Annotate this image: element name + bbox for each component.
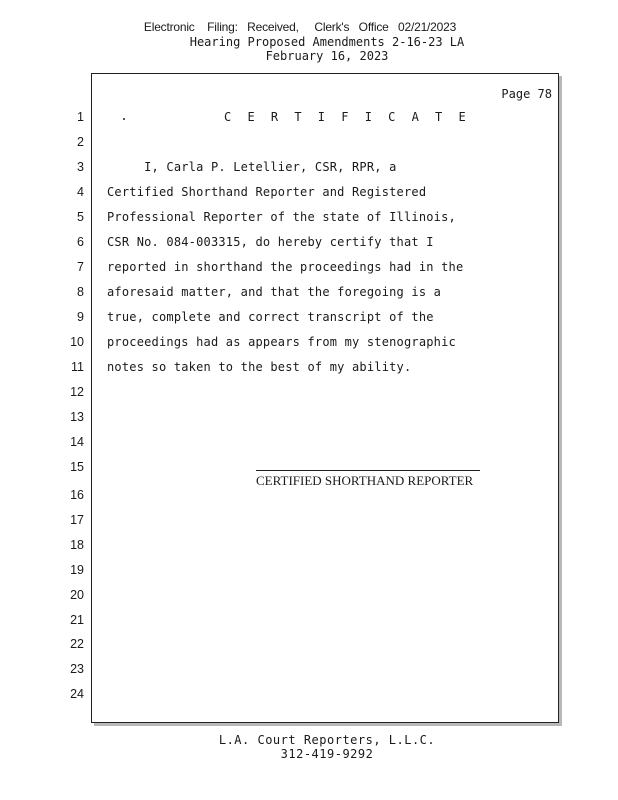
- signature-label: CERTIFIED SHORTHAND REPORTER: [256, 473, 474, 488]
- transcript-line: true, complete and correct transcript of the: [107, 310, 434, 324]
- line-number: 3: [77, 160, 84, 174]
- line-number: 20: [70, 588, 84, 602]
- signature-line: [256, 470, 480, 471]
- line-number: 9: [77, 310, 84, 324]
- line-number: 11: [71, 360, 84, 374]
- transcript-line: CSR No. 084-003315, do hereby certify that I: [107, 235, 434, 249]
- line-number: 17: [70, 513, 84, 527]
- line-number: 18: [70, 538, 84, 552]
- page-number: Page 78: [501, 87, 552, 101]
- footer-company: L.A. Court Reporters, L.L.C.: [218, 733, 436, 747]
- line-number: 21: [70, 613, 84, 627]
- header-title: Hearing Proposed Amendments 2-16-23 LA: [189, 35, 465, 49]
- line-number: 4: [77, 185, 84, 199]
- line-number: 14: [70, 435, 84, 449]
- transcript-line: notes so taken to the best of my ability.: [107, 360, 412, 374]
- transcript-line: aforesaid matter, and that the foregoing is a: [107, 285, 442, 299]
- transcript-line: Certified Shorthand Reporter and Registered: [107, 185, 427, 199]
- line-number: 6: [77, 235, 84, 249]
- line-number: 15: [70, 460, 84, 474]
- certificate-title: C E R T I F I C A T E: [224, 110, 471, 124]
- line-number: 5: [77, 210, 84, 224]
- line-number: 22: [70, 637, 84, 651]
- line-number: 23: [70, 662, 84, 676]
- header-date: February 16, 2023: [265, 49, 389, 63]
- filing-stamp: Electronic Filing: Received, Clerk's Office 02/21/2023: [143, 20, 457, 34]
- line-number: 19: [70, 563, 84, 577]
- footer-phone: 312-419-9292: [280, 747, 374, 761]
- line-number: 12: [70, 385, 84, 399]
- transcript-line: I, Carla P. Letellier, CSR, RPR, a: [107, 160, 397, 174]
- line-number: 16: [70, 488, 84, 502]
- transcript-line: Professional Reporter of the state of Illinois,: [107, 210, 456, 224]
- transcript-line: reported in shorthand the proceedings had in the: [107, 260, 464, 274]
- line-number: 1: [77, 110, 84, 124]
- line-number: 8: [77, 285, 84, 299]
- line-number: 10: [70, 335, 84, 349]
- stray-mark: [123, 118, 125, 120]
- line-number: 13: [70, 410, 84, 424]
- line-number: 24: [70, 687, 84, 701]
- line-number: 7: [77, 260, 84, 274]
- line-number: 2: [77, 135, 84, 149]
- transcript-line: proceedings had as appears from my stenographic: [107, 335, 456, 349]
